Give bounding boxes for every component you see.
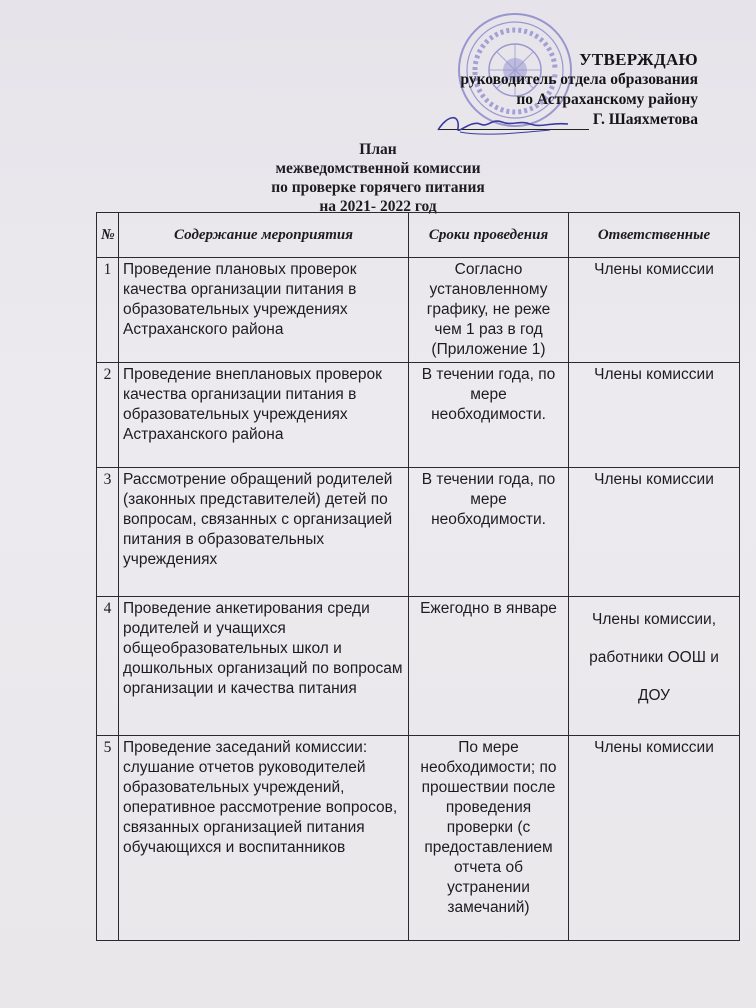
table-row bbox=[97, 736, 740, 941]
title-plan: План bbox=[359, 141, 397, 158]
approval-signer: Г. Шаяхметова bbox=[592, 111, 698, 128]
row-number: 4 bbox=[97, 597, 119, 736]
table-header-row bbox=[97, 213, 740, 258]
title-purpose: по проверке горячего питания bbox=[271, 179, 485, 196]
row-responsible: Члены комиссии bbox=[569, 468, 740, 597]
document-title bbox=[0, 140, 756, 216]
handwritten-signature bbox=[430, 110, 580, 140]
row-number: 3 bbox=[97, 468, 119, 597]
row-responsible: Члены комиссии bbox=[569, 736, 740, 941]
row-terms: В течении года, по мере необходимости. bbox=[409, 363, 569, 468]
approval-district: по Астраханскому району bbox=[516, 91, 698, 108]
row-content: Проведение плановых проверок качества организации питания в образовательных учреждениях Астраханского района bbox=[119, 258, 409, 363]
row-terms: Ежегодно в январе bbox=[409, 597, 569, 736]
row-content: Проведение анкетирования среди родителей и учащихся общеобразовательных школ и дошкольных организаций по вопросам организации и качества питания bbox=[119, 597, 409, 736]
plan-table bbox=[96, 212, 740, 941]
row-terms: Согласно установленному графику, не реже чем 1 раз в год (Приложение 1) bbox=[409, 258, 569, 363]
row-responsible: Члены комиссии bbox=[569, 363, 740, 468]
row-number: 2 bbox=[97, 363, 119, 468]
row-number: 5 bbox=[97, 736, 119, 941]
table-row bbox=[97, 468, 740, 597]
row-responsible: Члены комиссии, работники ООШ и ДОУ bbox=[569, 597, 740, 736]
header-responsible: Ответственные bbox=[569, 213, 740, 258]
table-row bbox=[97, 258, 740, 363]
header-content: Содержание мероприятия bbox=[119, 213, 409, 258]
header-terms: Сроки проведения bbox=[409, 213, 569, 258]
approval-position: руководитель отдела образования bbox=[460, 71, 698, 88]
header-number: № bbox=[97, 213, 119, 258]
row-content: Проведение внеплановых проверок качества организации питания в образовательных учреждениях Астраханского района bbox=[119, 363, 409, 468]
row-terms: По мере необходимости; по прошествии после проведения проверки (с предоставлением отчета об устранении замечаний) bbox=[409, 736, 569, 941]
row-responsible: Члены комиссии bbox=[569, 258, 740, 363]
approval-heading: УТВЕРЖДАЮ bbox=[579, 50, 698, 69]
row-content: Проведение заседаний комиссии: слушание отчетов руководителей образовательных учреждений, оперативное рассмотрение вопросов, связанных организацией питания обучающихся и воспитанников bbox=[119, 736, 409, 941]
title-period: на 2021- 2022 год bbox=[319, 198, 437, 215]
table-row bbox=[97, 597, 740, 736]
row-terms: В течении года, по мере необходимости. bbox=[409, 468, 569, 597]
row-number: 1 bbox=[97, 258, 119, 363]
table-row bbox=[97, 363, 740, 468]
row-content: Рассмотрение обращений родителей (законных представителей) детей по вопросам, связанных с организацией питания в образовательных учреждениях bbox=[119, 468, 409, 597]
title-commission: межведомственной комиссии bbox=[275, 160, 481, 177]
